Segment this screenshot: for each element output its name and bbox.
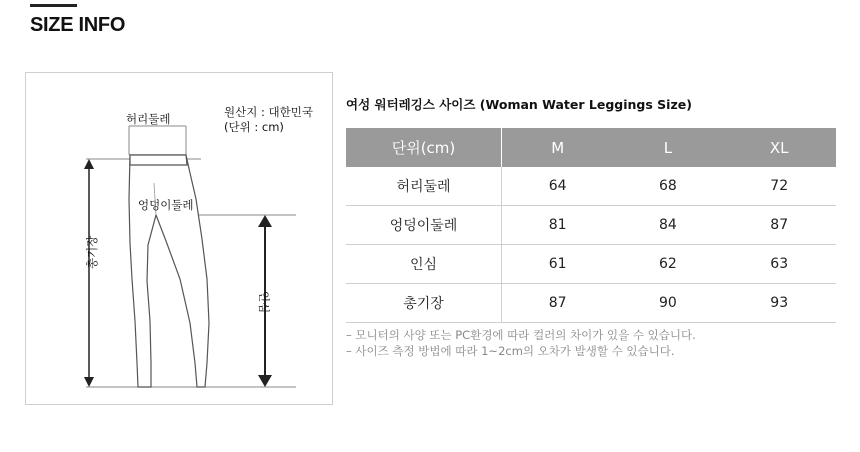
total-length-label: 총기장 [85,235,99,269]
unit-text: (단위 : cm) [224,120,284,134]
row-label: 총기장 [346,284,502,323]
page-title: SIZE INFO [30,14,126,36]
note-measurement-error: – 사이즈 측정 방법에 따라 1~2cm의 오차가 발생할 수 있습니다. [346,344,675,358]
inseam-label: 인심 [257,291,271,314]
cell-value: 72 [722,167,836,206]
row-label: 인심 [346,245,502,284]
title-rule [30,4,77,7]
origin-text: 원산지 : 대한민국 [224,105,313,119]
cell-value: 62 [613,245,722,284]
row-label: 엉덩이둘레 [346,206,502,245]
origin-info [224,105,313,135]
table-row [346,245,836,284]
header-size-l: L [613,128,722,167]
header-size-m: M [502,128,614,167]
table-row [346,284,836,323]
cell-value: 68 [613,167,722,206]
cell-value: 63 [722,245,836,284]
cell-value: 84 [613,206,722,245]
size-table-title: 여성 워터레깅스 사이즈 (Woman Water Leggings Size) [346,97,692,112]
cell-value: 93 [722,284,836,323]
table-row [346,167,836,206]
cell-value: 64 [502,167,614,206]
cell-value: 61 [502,245,614,284]
size-table [346,128,836,323]
cell-value: 87 [722,206,836,245]
notes [346,327,696,359]
cell-value: 81 [502,206,614,245]
table-header-row [346,128,836,167]
note-color-difference: – 모니터의 사양 또는 PC환경에 따라 컬러의 차이가 있을 수 있습니다. [346,328,696,342]
hip-label: 엉덩이둘레 [138,198,194,212]
size-diagram [25,72,333,405]
row-label: 허리둘레 [346,167,502,206]
header-size-xl: XL [722,128,836,167]
table-row [346,206,836,245]
header-unit: 단위(cm) [346,128,502,167]
cell-value: 87 [502,284,614,323]
waist-label: 허리둘레 [126,112,171,126]
cell-value: 90 [613,284,722,323]
